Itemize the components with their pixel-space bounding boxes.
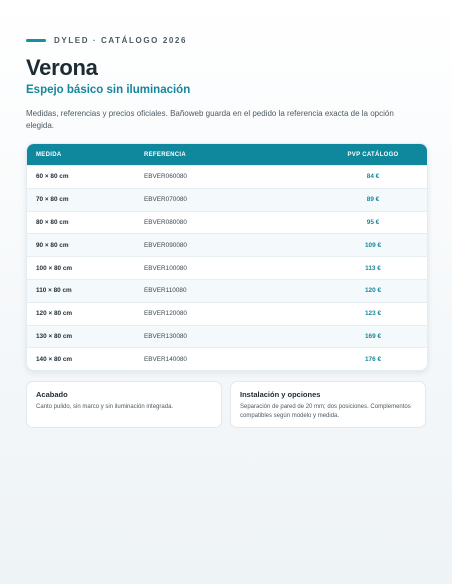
cell-medida: 80 × 80 cm (36, 218, 69, 226)
cell-referencia: EBVER130080 (144, 332, 187, 340)
cell-precio: 84 € (366, 173, 380, 181)
info-cards (26, 381, 426, 428)
cell-precio: 89 € (366, 196, 380, 204)
product-title: Verona (26, 55, 98, 80)
cell-precio: 176 € (365, 355, 381, 363)
cell-referencia: EBVER080080 (144, 218, 187, 226)
price-table (26, 143, 428, 371)
table-row (27, 302, 427, 325)
table-body (27, 165, 427, 370)
cell-medida: 110 × 80 cm (36, 287, 72, 295)
cell-medida: 100 × 80 cm (36, 264, 73, 272)
cell-referencia: EBVER070080 (144, 196, 187, 204)
cell-referencia: EBVER120080 (144, 310, 187, 318)
cell-medida: 120 × 80 cm (36, 310, 73, 318)
cell-medida: 140 × 80 cm (36, 355, 73, 363)
cell-referencia: EBVER060080 (144, 173, 187, 181)
cell-referencia: EBVER140080 (144, 355, 187, 363)
cell-referencia: EBVER110080 (144, 287, 187, 295)
cell-precio: 120 € (365, 287, 381, 295)
product-subtitle: Espejo básico sin iluminación (26, 84, 191, 96)
column-header-pvp: PVP CATÁLOGO (347, 151, 399, 158)
table-row (27, 256, 427, 279)
instalacion-title: Instalación y opciones (240, 390, 321, 400)
column-header-medida: MEDIDA (36, 151, 62, 158)
column-header-referencia: REFERENCIA (144, 151, 187, 158)
cell-referencia: EBVER100080 (144, 264, 187, 272)
catalog-page (26, 34, 426, 428)
acabado-text: Canto pulido, sin marco y sin iluminación integrada. (36, 404, 174, 411)
table-row (27, 325, 427, 348)
table-row (27, 233, 427, 256)
cell-precio: 95 € (366, 218, 380, 226)
table-row (27, 279, 427, 302)
table-row (27, 188, 427, 211)
cell-referencia: EBVER090080 (144, 241, 187, 249)
catalog-kicker (26, 34, 426, 46)
cell-precio: 109 € (365, 241, 381, 249)
table-row (27, 165, 427, 188)
acabado-title: Acabado (36, 390, 68, 400)
cell-precio: 169 € (365, 332, 381, 340)
table-row (27, 347, 427, 370)
kicker-text: DYLED · CATÁLOGO 2026 (54, 35, 188, 45)
accent-bar (26, 39, 46, 42)
cell-medida: 60 × 80 cm (36, 173, 69, 181)
cell-medida: 130 × 80 cm (36, 332, 73, 340)
cell-medida: 70 × 80 cm (36, 196, 69, 204)
instalacion-card (230, 381, 426, 428)
instalacion-text: Separación de pared de 20 mm; dos posiciones. Complementos compatibles según modelo y medida. (240, 404, 411, 420)
cell-precio: 113 € (365, 264, 381, 272)
cell-precio: 123 € (365, 310, 381, 318)
acabado-card (26, 381, 222, 428)
table-header (27, 144, 427, 165)
table-row (27, 211, 427, 234)
intro-text: Medidas, referencias y precios oficiales. Bañoweb guarda en el pedido la referencia exacta de la opción elegida. (26, 109, 394, 130)
cell-medida: 90 × 80 cm (36, 241, 69, 249)
